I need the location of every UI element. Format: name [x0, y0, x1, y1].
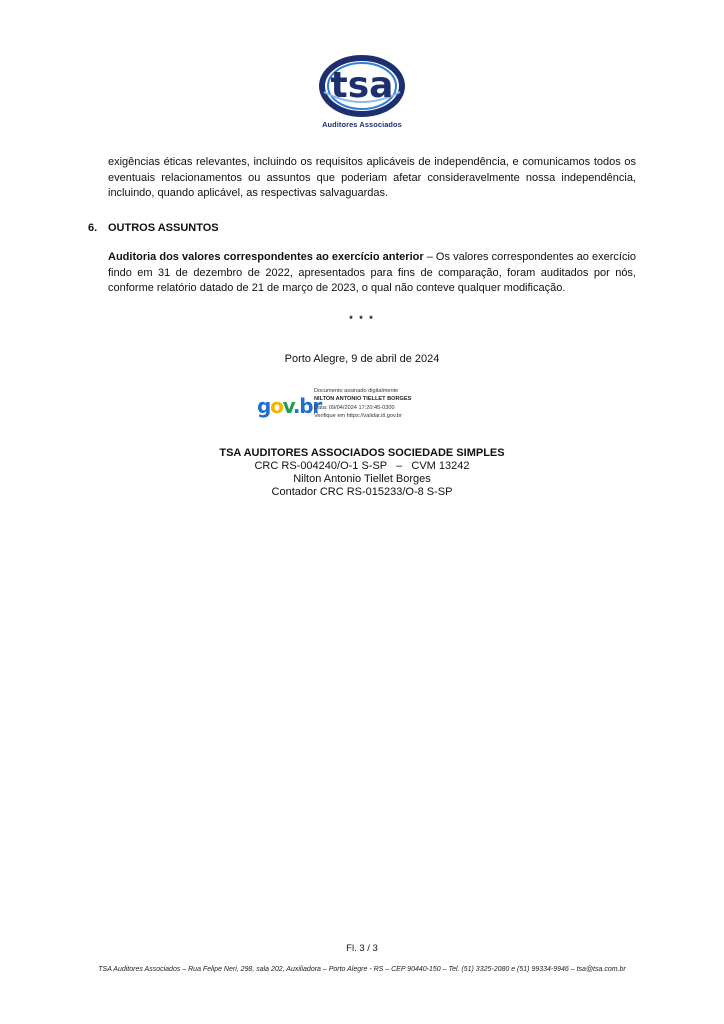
tsa-logo	[314, 52, 410, 134]
signer-name: Nilton Antonio Tiellet Borges	[293, 473, 431, 485]
logo-caption: Auditores Associados	[322, 120, 402, 129]
tsa-logo-mark	[314, 52, 410, 120]
signer-role: Contador CRC RS-015233/O-8 S-SP	[271, 486, 453, 498]
signature-line1: Documento assinado digitalmente	[314, 388, 399, 394]
company-registrations: CRC RS-004240/O-1 S-SP – CVM 13242	[254, 460, 470, 472]
place-date: Porto Alegre, 9 de abril de 2024	[284, 353, 440, 365]
section-number: 6.	[88, 222, 98, 234]
separator: * * *	[349, 314, 375, 324]
footer-address: TSA Auditores Associados – Rua Felipe Neri, 298, sala 202, Auxiliadora – Porto Alegre - RS – CEP 90440-150 – Tel. (51) 3325-2080 e (51) 99334-9946 – tsa@tsa.com.br	[98, 966, 626, 973]
govbr-logo: gov.br	[257, 394, 322, 418]
signature-signer: NILTON ANTONIO TIELLET BORGES	[314, 396, 412, 403]
paragraph-continuation: exigências éticas relevantes, incluindo os requisitos aplicáveis de independência, e comunicamos todos os eventuais relacionamentos ou assuntos que poderiam afetar consideravelmente nossa independência, incluindo, quando aplicável, as respectivas salvaguardas.	[108, 156, 636, 199]
company-name: TSA AUDITORES ASSOCIADOS SOCIEDADE SIMPLES	[219, 447, 505, 459]
logo-wordmark: tsa	[330, 65, 394, 106]
page-number: Fl. 3 / 3	[346, 943, 378, 954]
subsection-text: – Os valores correspondentes ao exercício findo em 31 de dezembro de 2022, apresentados para fins de comparação, foram auditados por nós, conforme relatório datado de 21 de março de 2023, o qual não conteve qualquer modificação.	[108, 251, 636, 294]
signature-verify: Verifique em https://validar.iti.gov.br	[314, 413, 402, 420]
subsection-title: Auditoria dos valores correspondentes ao exercício anterior	[108, 251, 424, 263]
section-title: OUTROS ASSUNTOS	[108, 222, 219, 234]
digital-signature-info	[314, 387, 411, 421]
signature-date: Data: 09/04/2024 17:20:45-0300	[314, 404, 395, 411]
other-matters-paragraph	[108, 250, 636, 297]
